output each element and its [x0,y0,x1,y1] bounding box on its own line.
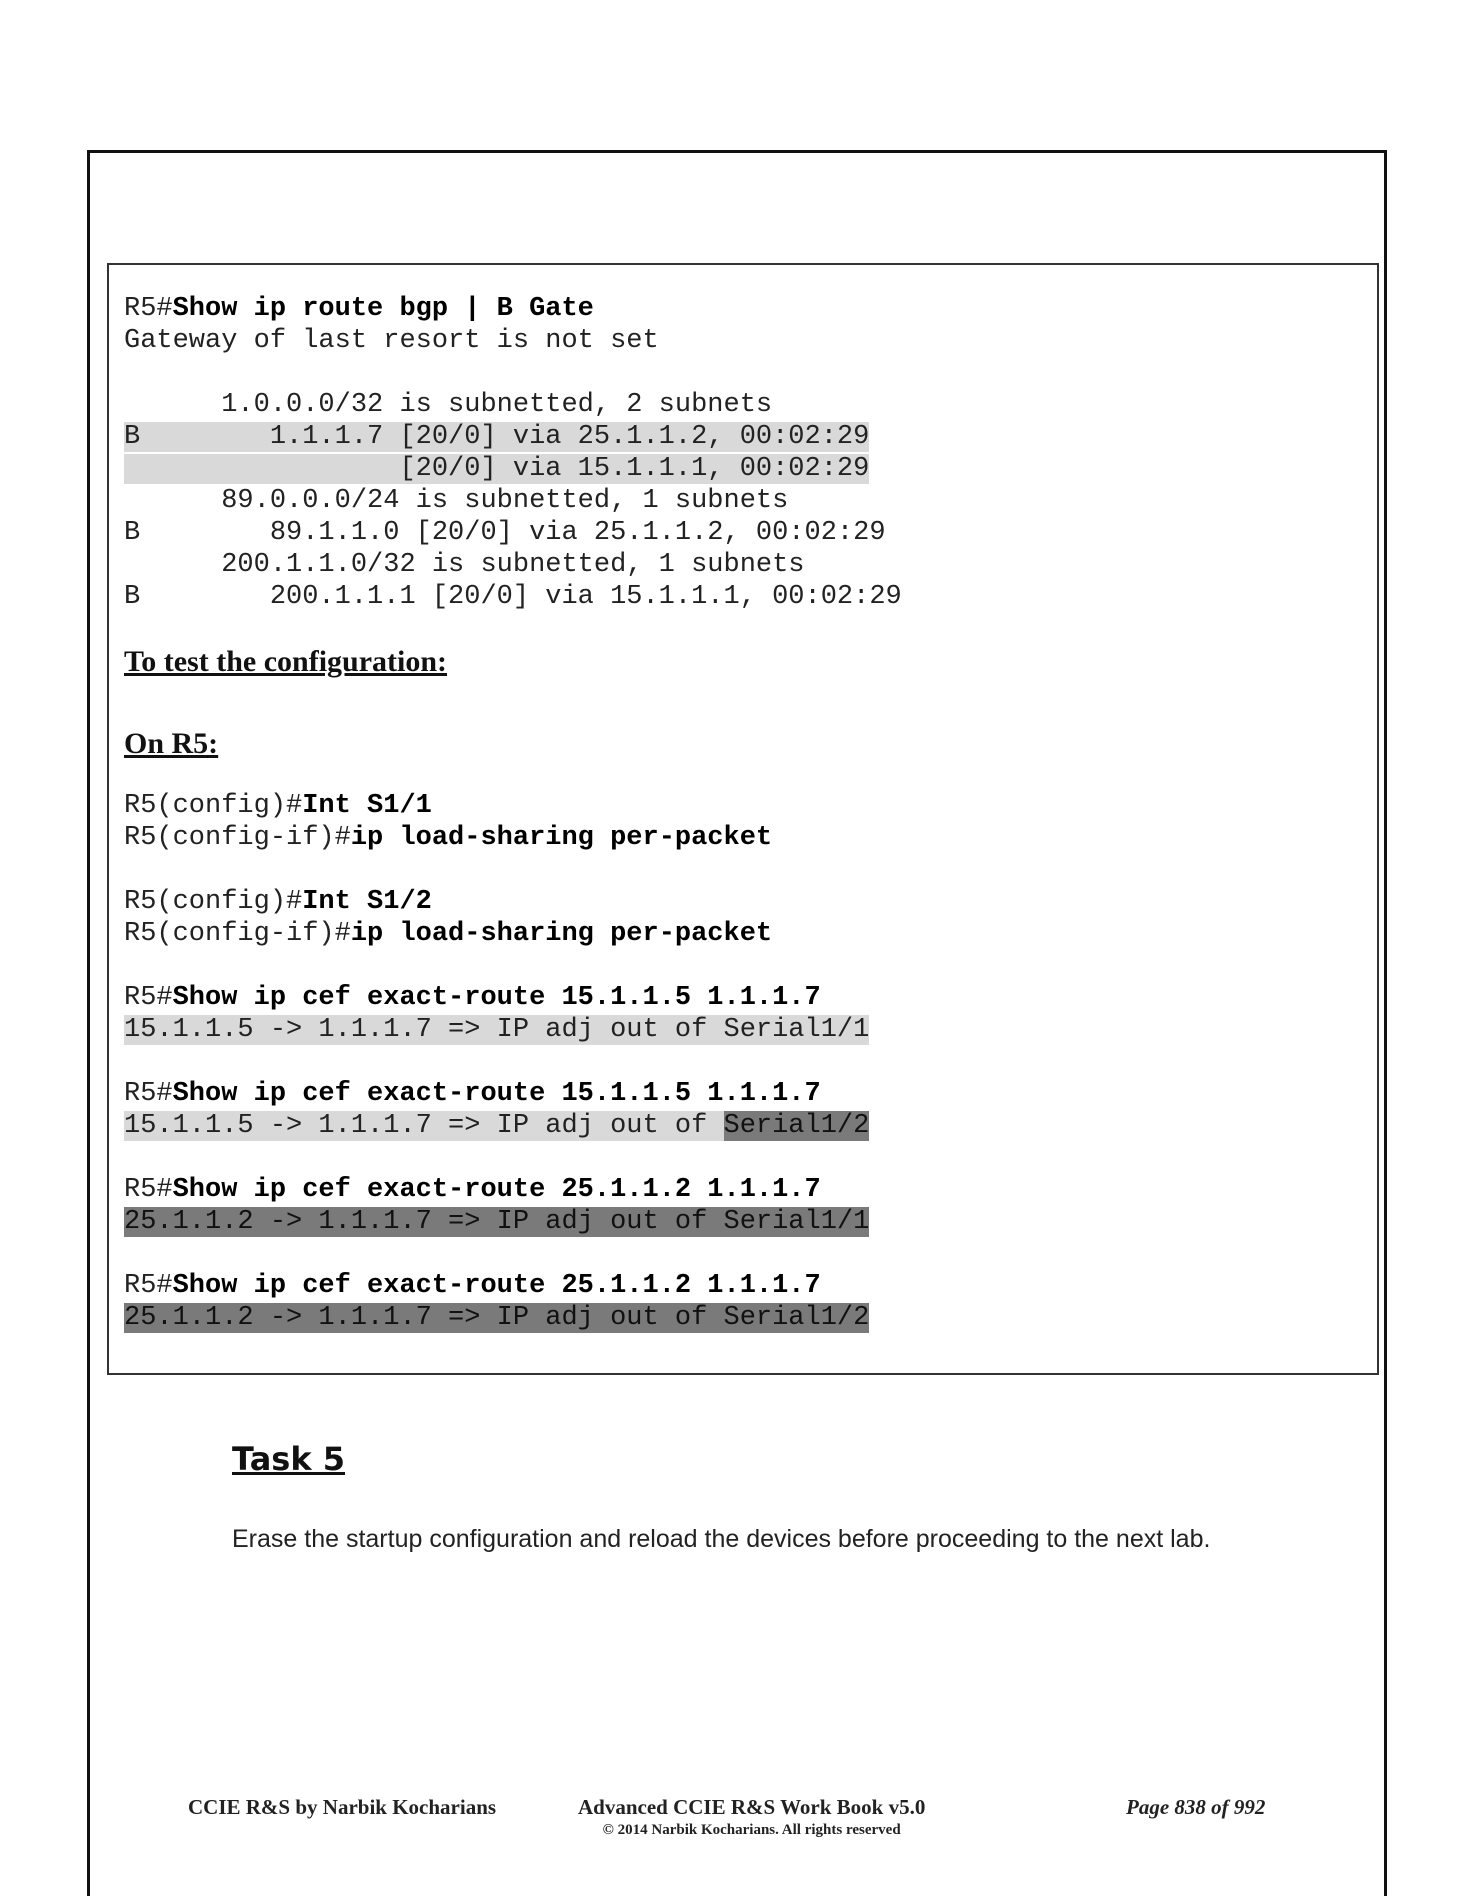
footer-copyright: © 2014 Narbik Kocharians. All rights reserved [602,1822,901,1838]
footer-author: CCIE R&S by Narbik Kocharians [188,1795,497,1819]
task-body: Erase the startup configuration and reload the devices before proceeding to the next lab. [232,1525,1211,1553]
code-line: 89.0.0.0/24 is subnetted, 1 subnets [124,486,789,516]
code-line-highlighted: 15.1.1.5 -> 1.1.1.7 => IP adj out of Serial1/2 [124,1111,870,1141]
code-line: R5(config-if)#ip load-sharing per-packet [124,823,773,853]
code-line: 1.0.0.0/32 is subnetted, 2 subnets [124,390,773,420]
code-line-highlighted: 15.1.1.5 -> 1.1.1.7 => IP adj out of Serial1/1 [124,1015,870,1045]
code-line: B 200.1.1.1 [20/0] via 15.1.1.1, 00:02:29 [124,582,902,612]
page-number: Page 838 of 992 [1126,1795,1266,1819]
code-line: 200.1.1.0/32 is subnetted, 1 subnets [124,550,805,580]
code-line: R5#Show ip cef exact-route 25.1.1.2 1.1.1.7 [124,1271,821,1301]
code-line: B 89.1.1.0 [20/0] via 25.1.1.2, 00:02:29 [124,518,886,548]
footer-title [578,1795,925,1839]
code-line-highlighted: B 1.1.1.7 [20/0] via 25.1.1.2, 00:02:29 [124,422,870,452]
section-heading: To test the configuration: [124,645,448,678]
code-line: Gateway of last resort is not set [124,326,659,356]
code-line: R5(config)#Int S1/2 [124,887,432,917]
code-line: R5(config)#Int S1/1 [124,791,432,821]
code-line: R5#Show ip route bgp | B Gate [124,294,594,324]
footer-book-title: Advanced CCIE R&S Work Book v5.0 [578,1795,926,1819]
section-heading: On R5: [124,727,219,760]
code-line-highlighted: 25.1.1.2 -> 1.1.1.7 => IP adj out of Serial1/2 [124,1303,870,1333]
code-line-highlighted: 25.1.1.2 -> 1.1.1.7 => IP adj out of Serial1/1 [124,1207,870,1237]
code-line: R5#Show ip cef exact-route 15.1.1.5 1.1.1.7 [124,1079,821,1109]
code-line-highlighted: [20/0] via 15.1.1.1, 00:02:29 [124,454,870,484]
task-title: Task 5 [232,1440,346,1478]
code-line: R5(config-if)#ip load-sharing per-packet [124,919,773,949]
code-line: R5#Show ip cef exact-route 15.1.1.5 1.1.1.7 [124,983,821,1013]
code-line: R5#Show ip cef exact-route 25.1.1.2 1.1.1.7 [124,1175,821,1205]
